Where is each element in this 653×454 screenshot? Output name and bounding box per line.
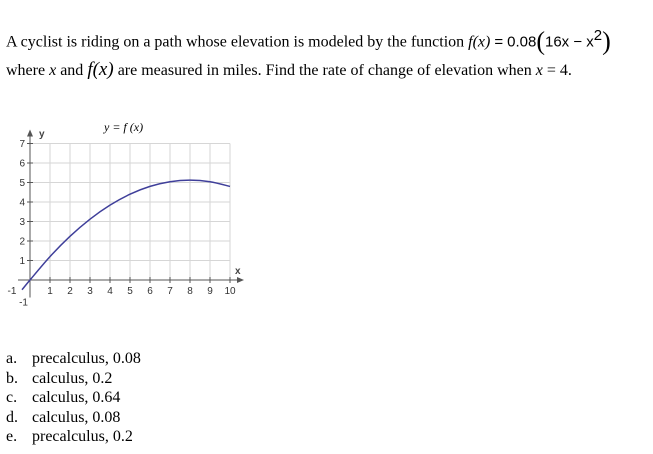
choice-text: precalculus, 0.2 (32, 428, 133, 445)
tick-labels (8, 139, 236, 309)
y-tick-label: 2 (19, 236, 25, 248)
x-tick-label: 6 (147, 286, 153, 297)
inner-expression: 16x − x (544, 33, 594, 51)
x-tick-label: 8 (187, 286, 193, 297)
choice-letter: d. (6, 408, 18, 426)
choice-text: calculus, 0.2 (32, 369, 113, 387)
choice-text: calculus, 0.08 (32, 408, 121, 426)
choice-letter: e. (6, 428, 18, 445)
question-line-1 (6, 26, 611, 56)
question-line-2 (6, 60, 572, 81)
variable-x-2: x (535, 62, 543, 79)
y-tick-label: 7 (19, 139, 25, 150)
function-graph (0, 112, 260, 312)
equals-sign: = (494, 33, 504, 51)
variable-x: x (49, 62, 57, 79)
grid-lines (30, 144, 230, 281)
y-tick-label: 4 (19, 197, 25, 209)
y-tick-label: 1 (19, 256, 25, 267)
x-tick-label: 9 (207, 286, 213, 297)
x-tick-label: 2 (67, 286, 73, 297)
function-name-2: f(x) (87, 59, 114, 80)
and-word: and (60, 62, 84, 79)
x-tick-label: 5 (127, 286, 133, 297)
choice-letter: b. (6, 369, 18, 387)
left-paren: ( (536, 26, 545, 56)
y-axis-label: y (39, 129, 45, 140)
where-word: where (6, 62, 46, 79)
choice-letter: c. (6, 389, 18, 406)
exponent: 2 (593, 27, 603, 44)
choice-letter: a. (6, 350, 18, 367)
coefficient: 0.08 (507, 33, 537, 51)
choice-text: precalculus, 0.08 (32, 350, 141, 367)
y-axis-arrow (27, 130, 33, 137)
question-rest: are measured in miles. Find the rate of change of elevation when (117, 62, 532, 79)
x-tick-label: 4 (107, 286, 113, 297)
choice-text: calculus, 0.64 (32, 389, 121, 406)
y-tick-label: 3 (19, 217, 25, 228)
x-tick-label-negative: -1 (7, 286, 17, 297)
choice-c[interactable] (6, 388, 141, 408)
x-tick-label: 1 (47, 286, 53, 297)
chart-title: y = f (x) (104, 120, 144, 134)
y-tick-label-negative: -1 (19, 297, 28, 309)
choice-d[interactable] (6, 408, 141, 428)
x-axis-label: x (235, 266, 241, 277)
y-tick-label: 5 (19, 178, 25, 189)
choice-a[interactable] (6, 349, 141, 369)
function-name: f(x) (468, 33, 491, 51)
answer-choices (6, 349, 141, 447)
right-paren: ) (602, 26, 611, 56)
x-tick-label: 7 (167, 286, 173, 297)
choice-e[interactable] (6, 427, 141, 447)
x-tick-label: 3 (87, 286, 93, 297)
condition: = 4. (546, 62, 572, 79)
x-axis-arrow (237, 277, 244, 283)
x-tick-label: 10 (224, 286, 236, 297)
y-tick-label: 6 (19, 158, 25, 170)
function-curve (22, 180, 230, 290)
question-prefix: A cyclist is riding on a path whose elevation is modeled by the function (6, 33, 465, 51)
choice-b[interactable] (6, 369, 141, 389)
